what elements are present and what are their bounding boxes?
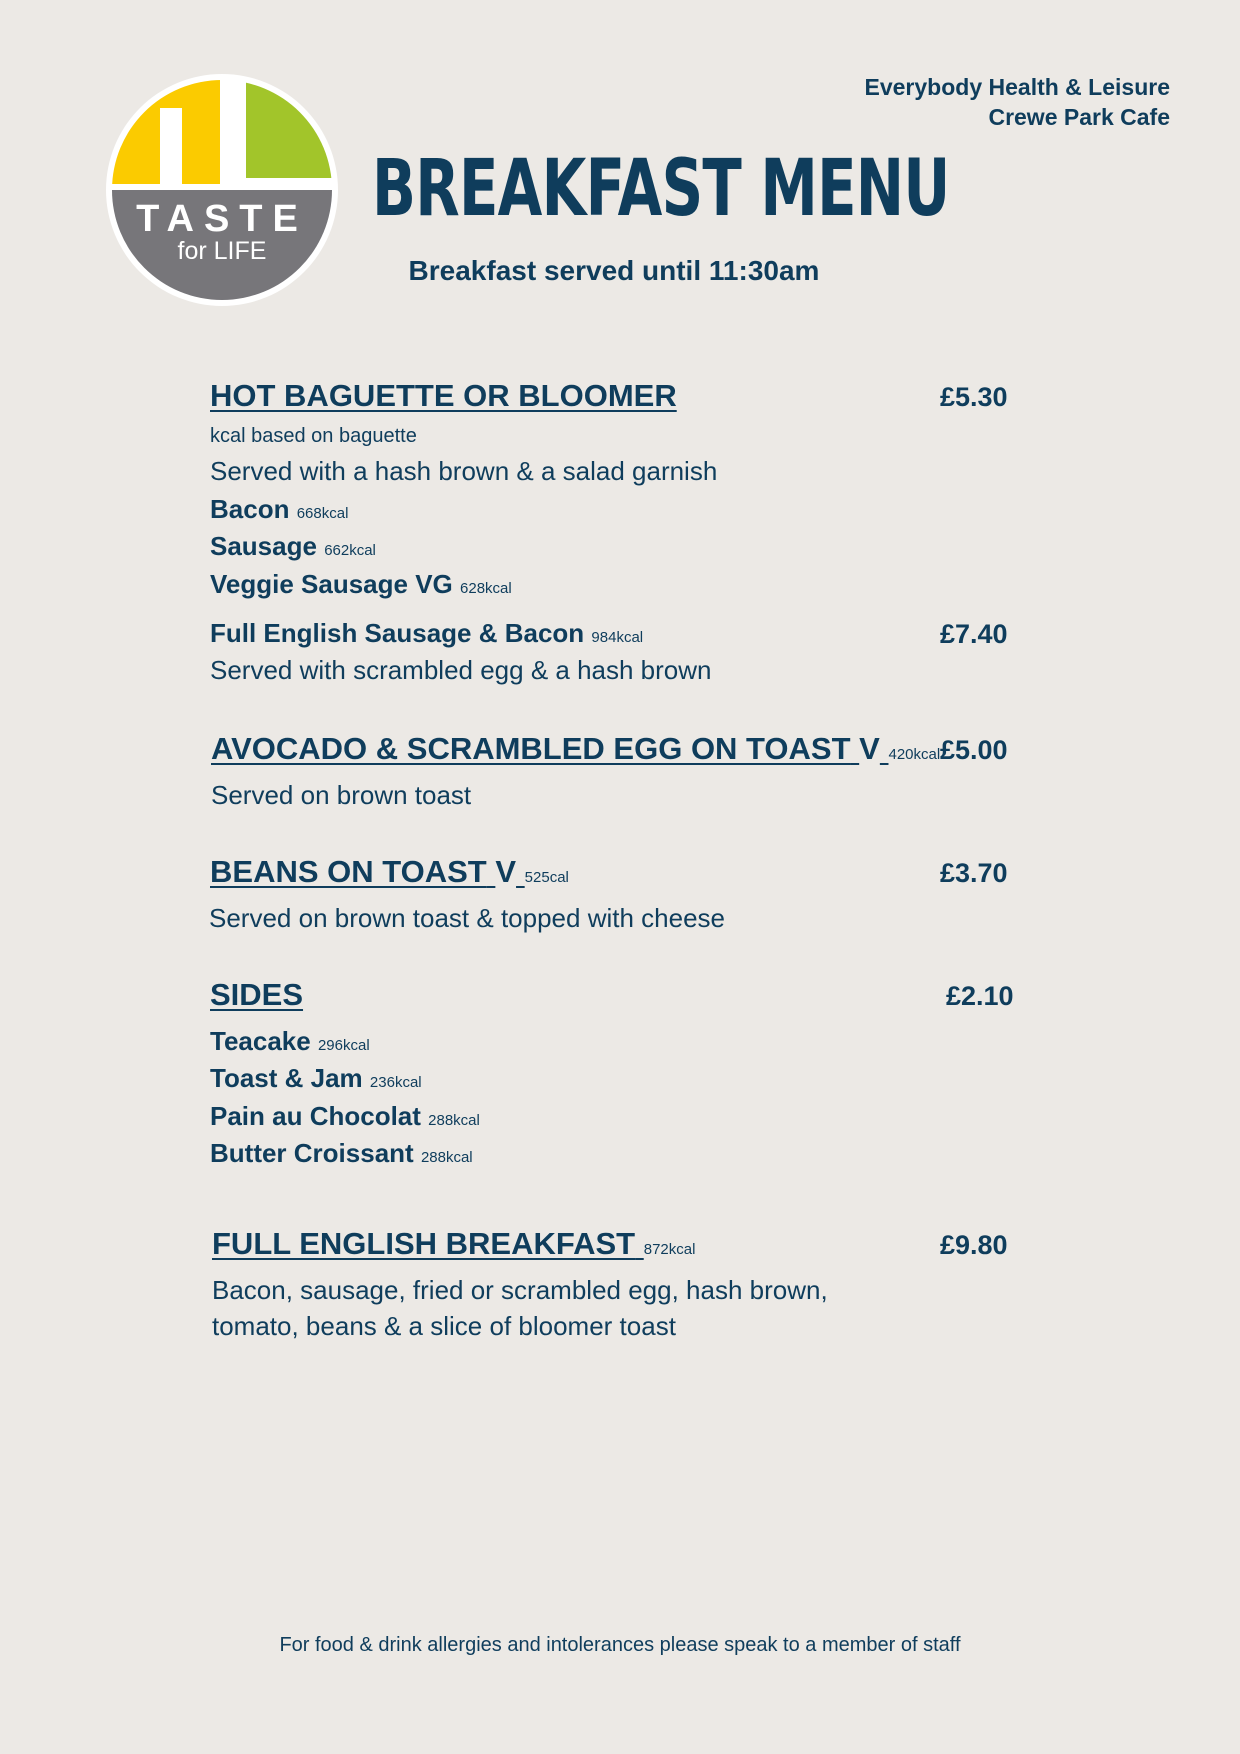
vegetarian-mark: V: [495, 854, 517, 889]
menu-item-kcal: 288kcal: [420, 1149, 473, 1166]
menu-item-name: Butter Croissant: [210, 1138, 414, 1168]
price-full-english-baguette: £7.40: [940, 619, 1008, 649]
venue-line-1: Everybody Health & Leisure: [864, 74, 1170, 100]
heading-kcal: 420kcal: [888, 746, 941, 763]
baguette-note: kcal based on baguette: [210, 425, 417, 447]
menu-item-name: Sausage: [210, 531, 317, 561]
section-heading-sides: SIDES: [210, 977, 304, 1012]
full-english-desc-line-2: tomato, beans & a slice of bloomer toast: [212, 1311, 676, 1341]
section-heading-avocado: [211, 731, 940, 767]
venue-line-2: Crewe Park Cafe: [988, 104, 1170, 130]
menu-item-name: Bacon: [210, 494, 290, 524]
full-english-baguette-desc: Served with scrambled egg & a hash brown: [210, 655, 712, 685]
venue-name: [865, 72, 1171, 132]
menu-item: [210, 1138, 473, 1169]
heading-kcal: 872kcal: [643, 1241, 696, 1258]
menu-item-name: Full English Sausage & Bacon: [210, 618, 585, 648]
section-heading-full-english: [212, 1226, 695, 1262]
menu-item-kcal: 296kcal: [317, 1037, 370, 1054]
section-heading-beans: [210, 854, 569, 890]
logo-text-top: TASTE: [136, 198, 308, 240]
section-heading-baguette: HOT BAGUETTE OR BLOOMER: [210, 378, 677, 413]
page-subtitle: Breakfast served until 11:30am: [408, 255, 820, 286]
avocado-desc: Served on brown toast: [211, 780, 472, 810]
price-sides: £2.10: [946, 981, 1014, 1011]
price-baguette: £5.30: [940, 382, 1008, 412]
menu-item-name: Toast & Jam: [210, 1063, 363, 1093]
vegetarian-mark: V: [859, 731, 880, 766]
allergy-notice: For food & drink allergies and intolerances please speak to a member of staff: [279, 1634, 961, 1656]
logo-green: [246, 74, 338, 178]
menu-item-kcal: 236kcal: [369, 1074, 422, 1091]
menu-item-full-english-baguette: [210, 618, 643, 649]
menu-item-kcal: 668kcal: [296, 505, 349, 522]
menu-item: [210, 1101, 480, 1132]
taste-for-life-logo: [106, 74, 338, 306]
logo-yellow-stem: [182, 74, 220, 184]
menu-item-kcal: 628kcal: [460, 580, 512, 597]
heading-text: AVOCADO & SCRAMBLED EGG ON TOAST: [211, 731, 851, 766]
menu-item-kcal: 984kcal: [591, 629, 644, 646]
heading-kcal: 525cal: [524, 869, 569, 886]
menu-item: [210, 569, 512, 600]
page-title: BREAKFAST MENU: [372, 144, 950, 234]
logo-text-bottom: for LIFE: [177, 237, 267, 265]
beans-desc: Served on brown toast & topped with cheese: [209, 903, 725, 933]
full-english-desc-line-1: Bacon, sausage, fried or scrambled egg, hash brown,: [212, 1275, 828, 1305]
menu-item: [210, 494, 348, 525]
menu-item: [210, 1063, 422, 1094]
price-full-english: £9.80: [940, 1230, 1008, 1260]
baguette-desc: Served with a hash brown & a salad garnish: [210, 456, 718, 486]
menu-item-kcal: 288kcal: [428, 1112, 480, 1129]
menu-item-name: Veggie Sausage VG: [210, 569, 453, 599]
menu-item: [210, 531, 376, 562]
menu-item-name: Pain au Chocolat: [210, 1101, 421, 1131]
heading-text: FULL ENGLISH BREAKFAST: [212, 1226, 636, 1261]
heading-text: BEANS ON TOAST: [210, 854, 487, 889]
menu-item: [210, 1026, 370, 1057]
price-beans: £3.70: [940, 858, 1008, 888]
menu-item-name: Teacake: [210, 1026, 311, 1056]
price-avocado: £5.00: [940, 735, 1008, 765]
menu-item-kcal: 662kcal: [324, 542, 376, 559]
